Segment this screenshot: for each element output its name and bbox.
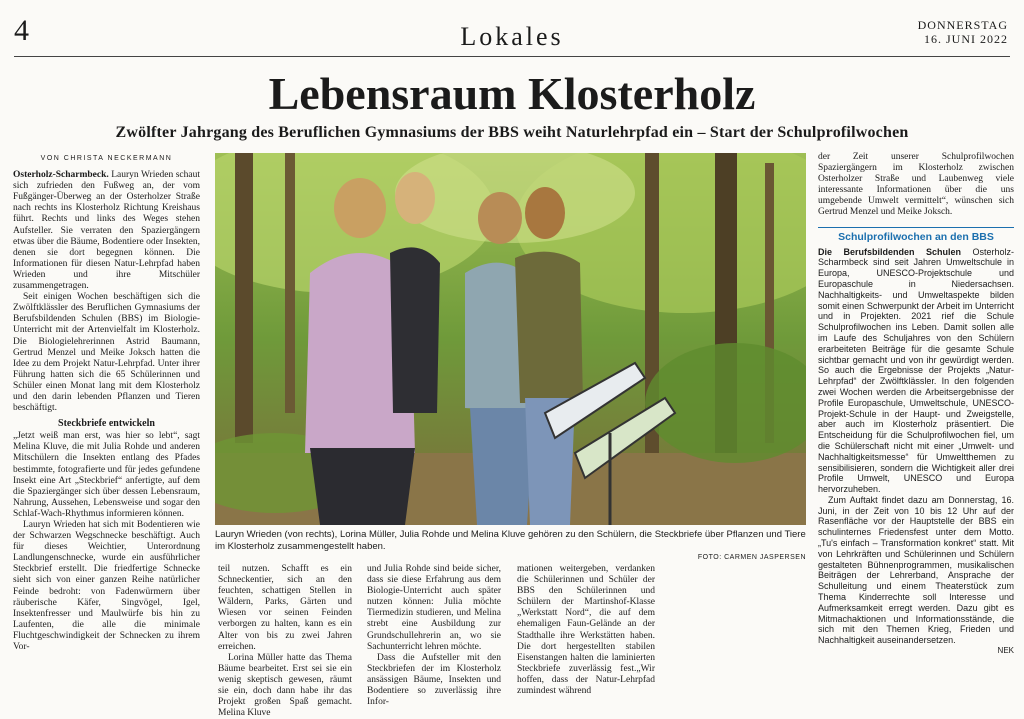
page-number: 4 <box>14 14 29 47</box>
photo-caption <box>215 529 806 564</box>
photo-credit: FOTO: CARMEN JASPERSEN <box>697 554 806 561</box>
paragraph: und Julia Rohde sind beide sicher, dass sie diese Erfahrung aus dem Biologie-Unterricht auch später nutzen können: Julia möchte Tiermedizin studieren, und Melina strebt eine Ausbildung zur Grundschullehrerin an, wo sie Sachunterricht lehren möchte. <box>367 564 501 652</box>
paragraph-text: Osterholz-Scharmbeck sind seit Jahren Umweltschule in Europa, UNESCO-Projektschule und Europaschule in Niedersachsen. Nachhaltigkeits- und Umweltaspekte bilden somit einen Schwerpunkt der Arbeit im Unterricht und in Projekten. 2021 rief die Schule Schulprofilwochen ins Leben. Damit sollen alle im Laufe des Schuljahres von den Schülern erarbeiteten Beiträge für die gesamte Schule sichtbar gemacht und von ihr gewürdigt werden. So auch die Ergebnisse der Projekts „Natur-Lehrpfad“ der Zwölftklässler. In den folgenden zwei Wochen werden die Arbeitsergebnisse der Profile Europaschule, Umweltschule, UNESCO-Projekt-Schule in der Haupt- und Zweigstelle, aber auch im Klosterholz präsentiert. Die Entscheidung für die Schulprofilwochen fiel, um die Schülerschaft nicht mit einer „Umwelt- und Nachhaltigkeitsmesse“ für Umweltthemen zu sensibilisieren, sondern die Wichtigkeit aller drei Profile Umwelt, UNESCO und Europa hervorzuheben. <box>818 246 1014 495</box>
weekday: DONNERSTAG <box>917 18 1008 32</box>
dateline: Osterholz-Scharmbeck. <box>13 170 109 181</box>
article-column-4 <box>517 564 655 697</box>
paragraph: Seit einigen Wochen beschäftigen sich die Zwölftklässler des Beruflichen Gymnasiums der Berufsbildenden Schulen (BBS) im Biologie-Unterricht mit der Artenvielfalt im Klosterholz. Die Biologielehrerinnen Astrid Baumann, Gertrud Menzel und Meike Joksch hatten die Idee zu dem Projekt Natur-Lehrpfad. Unter ihrer Führung hatten sich die 65 Schülerinnen und Schüler einen Monat lang mit dem Klosterholz und den darin lebenden Pflanzen und Tieren beschäftigt. <box>13 292 200 414</box>
forest-photo-illustration <box>215 153 806 525</box>
article-column-1 <box>13 153 200 653</box>
paragraph: Lauryn Wrieden hat sich mit Bodentieren wie der Schwarzen Wegschnecke beschäftigt. Auch für dieses Weichtier, Unterordnung Landlungenschnecke, wurde ein ausführlicher Steckbrief erstellt. Die friedfertige Schnecke sieht sich von einer ganzen Reihe natürlicher Feinde bedroht: von Fadenwürmern über räuberische Käfer, Singvögel, Igel, Insektenfresser und Maulwürfe bis hin zu Laufenten, die alle die minimale Fluchtgeschwindigkeit der Schnecken zu ihrem Vor- <box>13 520 200 653</box>
subhead: Steckbriefe entwickeln <box>58 418 155 430</box>
article-column-2 <box>218 564 352 719</box>
paragraph <box>13 170 200 292</box>
article-photo <box>215 153 806 525</box>
paragraph: Zum Auftakt findet dazu am Donnerstag, 16. Juni, in der Zeit von 10 bis 12 Uhr auf der Rasenfläche vor der Hauptstelle der BBS ein schulinternes Friedensfest unter dem Motto. „Tu's einfach – Transformation konkret“ statt. Mit von Lehrkräften und Schülerinnen und Schülern gestalteten Bühnenprogrammen, musikalischen Beiträgen der Lehrerband, Ansprache der Schulleitung und einem Theaterstück zum Thema Kinderrechte soll Interesse und Aufmerksamkeit erregt werden. Dazu gibt es Mitmachaktionen und Informationsstände, die sich mit den Themen Krieg, Frieden und Nachhaltigkeit auseinandersetzen. <box>818 494 1014 646</box>
right-column <box>818 152 1014 657</box>
date: 16. JUNI 2022 <box>924 32 1008 46</box>
paragraph: mationen weitergeben, verdanken die Schülerinnen und Schüler der BBS den Schülerinnen und Schülern der Martinshof-Klasse „Werkstatt Nord“, die auf dem ehemaligen Faun-Gelände an der Stadthalle ihre Werkstätten haben. Die dort hergestellten stabilen Eisenstangen halten die laminierten Steckbriefe zuverlässig fest.„Wir hoffen, dass der Natur-Lehrpfad zumindest während <box>517 564 655 697</box>
article-column-3 <box>367 564 501 708</box>
headline: Lebensraum Klosterholz <box>268 68 756 119</box>
paragraph-text: Lauryn Wrieden schaut sich zufrieden den Fußweg an, der vom Fußgänger-Überweg an der Osterholzer Straße nach rechts ins Klosterholz Richtung Kreishaus führt. Rechts und links des Weges stehen Aufsteller. Sie verraten den Spaziergängern etwas über die Bäume, Bodentiere oder Insekten, denen sie dort begegnen können. Die Informationen für diesen Natur-Lehrpfad haben Wrieden und ihre Mitschüler zusammengetragen. <box>13 170 200 292</box>
paragraph: teil nutzen. Schafft es ein Schneckentier, sich an den feuchten, schattigen Stellen in Wäldern, Parks, Gärten und Wiesen vor seinen Feinden verborgen zu halten, kann es ein Alter von bis zu zwei Jahren erreichen. <box>218 564 352 652</box>
header-rule <box>14 56 1010 57</box>
section-title: Lokales <box>460 22 564 51</box>
paragraph: Dass die Aufsteller mit den Steckbriefen der im Klosterholz ansässigen Bäume, Insekten und Bodentiere so zuverlässig ihre Infor- <box>367 652 501 708</box>
author-signature: NEK <box>997 646 1014 656</box>
infobox <box>818 247 1014 657</box>
issue-date <box>918 18 1008 46</box>
paragraph: „Jetzt weiß man erst, was hier so lebt“, sagt Melina Kluve, die mit Julia Rohde und anderen Mitschülern die Insekten entlang des Pfades bestimmte, fotografierte und für jedes gefundene Insekt eine Art „Steckbrief“ anfertigte, auf dem die Spaziergänger sich über dessen Lebensraum, Nahrung, Aussehen, Lebensweise und sogar den Schlaf-Wach-Rhythmus informieren können. <box>13 431 200 519</box>
infobox-lead: Die Berufsbildenden Schulen <box>818 246 961 257</box>
subheadline: Zwölfter Jahrgang des Beruflichen Gymnasiums der BBS weiht Naturlehrpfad ein – Start der Schulprofilwochen <box>115 124 909 141</box>
article-column-5 <box>818 152 1014 219</box>
paragraph: der Zeit unserer Schulprofilwochen Spaziergängern im Klosterholz zwischen Osterholzer Straße und Laubenweg viele interessante Informationen über die uns umgebende Umwelt vermittelt“, wünschen sich Gertrud Menzel und Meike Joksch. <box>818 152 1014 218</box>
byline: VON CHRISTA NECKERMANN <box>40 155 173 162</box>
paragraph <box>818 247 1014 495</box>
paragraph: Lorina Müller hatte das Thema Bäume bearbeitet. Erst sei sie ein wenig skeptisch gewesen, räumt sie ein, doch dann habe ihr das Projekt großen Spaß gemacht. Melina Kluve <box>218 652 352 719</box>
infobox-title: Schulprofilwochen an den BBS <box>818 227 1014 243</box>
caption-text: Lauryn Wrieden (von rechts), Lorina Müller, Julia Rohde und Melina Kluve gehören zu den Schülern, die Steckbriefe über Pflanzen und Tiere im Klosterholz zusammengestellt haben. <box>215 529 806 552</box>
